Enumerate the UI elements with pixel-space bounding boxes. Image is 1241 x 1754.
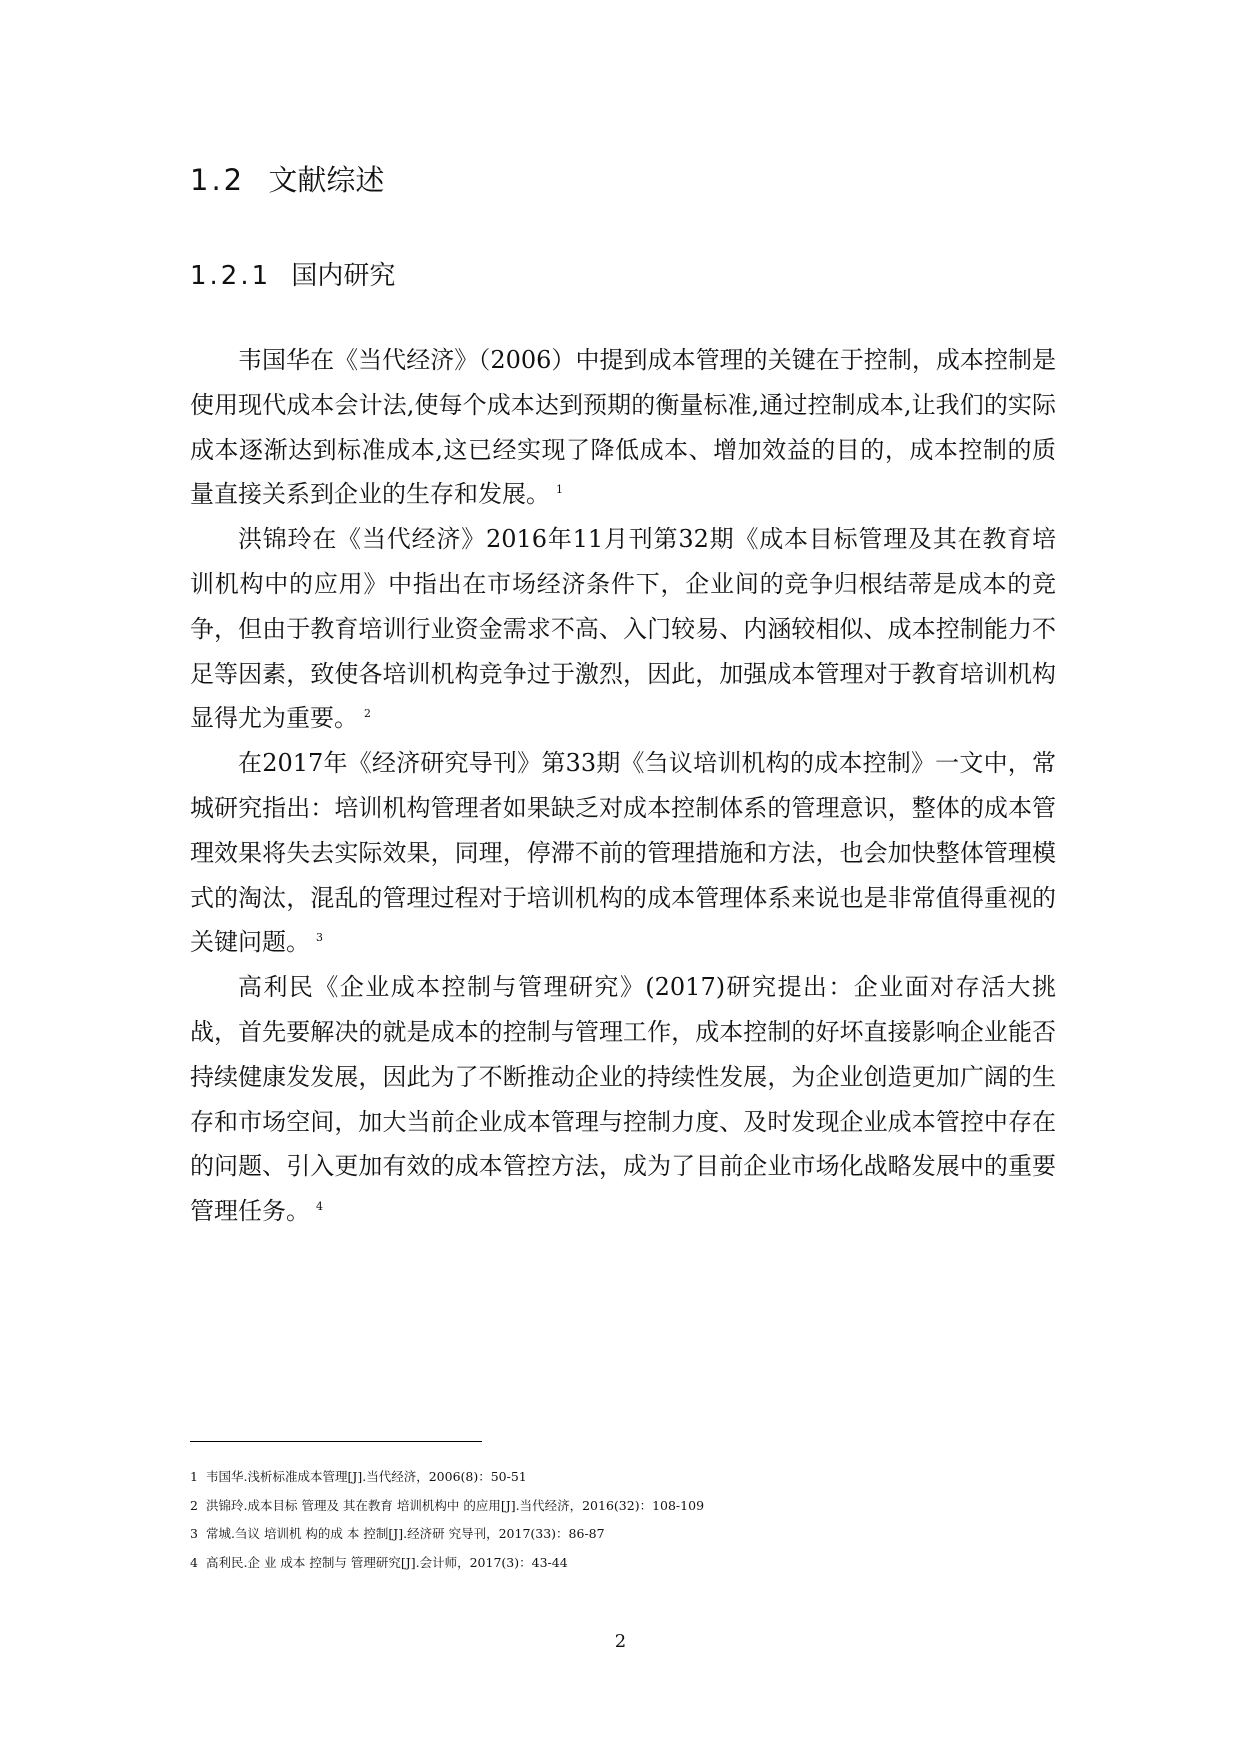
page-number: 2 — [614, 1631, 627, 1652]
section-title: 文献综述 — [268, 163, 385, 197]
subsection-number: 1.2.1 — [190, 261, 272, 291]
section-heading — [190, 160, 384, 200]
footnote-3 — [190, 1520, 1090, 1549]
footnote-text: 常城.刍议 培训机 构的成 本 控制[J].经济研 究导刊，2017(33)：86-87 — [206, 1526, 605, 1541]
footnote-4 — [190, 1549, 1090, 1578]
footnote-number: 2 — [190, 1497, 198, 1513]
paragraph-text: 韦国华在《当代经济》（2006）中提到成本管理的关键在于控制，成本控制是使用现代成本会计法,使每个成本达到预期的衡量标准,通过控制成本,让我们的实际成本逐渐达到标准成本,这已经实现了降低成本、增加效益的目的，成本控制的质量直接关系到企业的生存和发展。 — [190, 346, 1056, 509]
footnote-text: 韦国华.浅析标准成本管理[J].当代经济，2006(8)：50-51 — [206, 1469, 527, 1484]
section-number: 1.2 — [190, 163, 246, 197]
paragraph-3 — [190, 741, 1056, 965]
paragraph-4 — [190, 965, 1056, 1234]
footnote-ref-3[interactable]: 3 — [316, 931, 323, 945]
footnote-number: 3 — [190, 1526, 198, 1541]
footnotes — [190, 1463, 1090, 1577]
footnote-ref-1[interactable]: 1 — [556, 483, 563, 497]
footnote-text: 高利民.企 业 成本 控制与 管理研究[J].会计师，2017(3)：43-44 — [206, 1554, 568, 1570]
paragraph-text: 在2017年《经济研究导刊》第33期《刍议培训机构的成本控制》一文中，常城研究指出：培训机构管理者如果缺乏对成本控制体系的管理意识，整体的成本管理效果将失去实际效果，同理，停滞不前的管理措施和方法，也会加快整体管理模式的淘汰，混乱的管理过程对于培训机构的成本管理体系来说也是非常值得重视的关键问题。 — [190, 749, 1056, 957]
footnote-number: 1 — [190, 1469, 198, 1484]
paragraph-text: 高利民《企业成本控制与管理研究》(2017)研究提出：企业面对存活大挑战，首先要解决的就是成本的控制与管理工作，成本控制的好坏直接影响企业能否持续健康发发展，因此为了不断推动企业的持续性发展，为企业创造更加广阔的生存和市场空间，加大当前企业成本管理与控制力度、及时发现企业成本管控中存在的问题、引入更加有效的成本管控方法，成为了目前企业市场化战略发展中的重要管理任务。 — [190, 973, 1056, 1226]
footnote-separator — [190, 1441, 482, 1442]
paragraph-1 — [190, 338, 1056, 517]
footnote-number: 4 — [190, 1554, 198, 1570]
footnote-ref-2[interactable]: 2 — [364, 707, 371, 721]
paragraph-2 — [190, 517, 1056, 741]
subsection-title: 国内研究 — [291, 261, 396, 291]
footnote-ref-4[interactable]: 4 — [316, 1200, 323, 1214]
footnote-2 — [190, 1492, 1090, 1521]
paragraph-text: 洪锦玲在《当代经济》2016年11月刊第32期《成本目标管理及其在教育培训机构中的应用》中指出在市场经济条件下，企业间的竞争归根结蒂是成本的竞争，但由于教育培训行业资金需求不高、入门较易、内涵较相似、成本控制能力不足等因素，致使各培训机构竞争过于激烈，因此，加强成本管理对于教育培训机构显得尤为重要。 — [190, 525, 1056, 733]
footnote-1 — [190, 1463, 1090, 1492]
body-text — [190, 338, 1056, 1234]
subsection-heading — [190, 258, 395, 294]
footnote-text: 洪锦玲.成本目标 管理及 其在教育 培训机构中 的应用[J].当代经济，2016(32)：108-109 — [206, 1497, 705, 1513]
